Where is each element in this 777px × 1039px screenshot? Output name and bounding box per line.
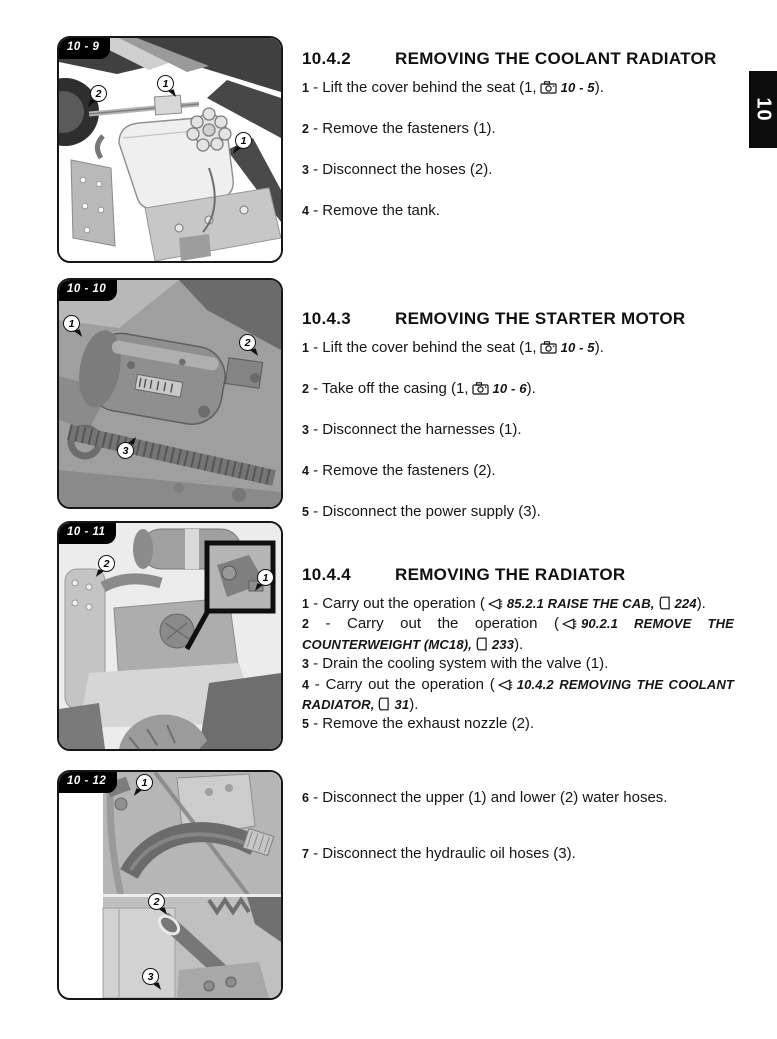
step-number: 1 [302, 341, 309, 355]
starter-motor-photo [59, 280, 281, 507]
section-removing-coolant-radiator [302, 48, 734, 242]
step-number: 5 [302, 717, 309, 732]
step-number: 3 [302, 657, 309, 672]
callout-balloon: 2 [90, 85, 107, 102]
callout-balloon: 1 [235, 132, 252, 149]
callout-balloon: 1 [63, 315, 80, 332]
cross-reference: 224 [674, 596, 697, 611]
engine-radiator-photo [59, 523, 281, 749]
cross-reference: 10.4.2 REMOVING THE COOLANT RADIATOR, [302, 676, 734, 713]
callout-balloon: 2 [98, 555, 115, 572]
section-removing-radiator-continued [302, 788, 734, 900]
section-number: 10.4.4 [302, 565, 352, 584]
section-number: 10.4.2 [302, 49, 352, 68]
procedure-step: 5 - Remove the exhaust nozzle (2). [302, 715, 535, 733]
procedure-step: 2 - Remove the fasteners (1). [302, 120, 496, 137]
callout-balloon: 2 [148, 893, 165, 910]
procedure-step: 3 - Disconnect the hoses (2). [302, 161, 493, 178]
procedure-step: 1 - Carry out the operation ( 85.2.1 RAISE THE CAB, 224). [302, 595, 706, 612]
page-reference-icon [377, 697, 390, 711]
see-reference-icon [498, 679, 513, 691]
step-number: 2 [302, 617, 309, 632]
step-list [302, 594, 734, 735]
step-list [302, 338, 734, 522]
step-list [302, 788, 734, 864]
callout-balloon: 1 [136, 774, 153, 791]
step-number: 3 [302, 423, 309, 437]
step-number: 1 [302, 597, 309, 611]
camera-icon [472, 382, 489, 395]
chapter-tab [749, 71, 777, 148]
section-title: REMOVING THE STARTER MOTOR [395, 309, 686, 328]
procedure-step: 4 - Carry out the operation ( 10.4.2 REMOVING THE COOLANT RADIATOR, 31). [302, 675, 734, 714]
section-heading [302, 564, 734, 585]
see-reference-icon [562, 618, 577, 630]
procedure-step: 6 - Disconnect the upper (1) and lower (2) water hoses. [302, 789, 668, 806]
procedure-step: 3 - Drain the cooling system with the valve (1). [302, 655, 609, 673]
step-number: 4 [302, 204, 309, 218]
procedure-step: 5 - Disconnect the power supply (3). [302, 503, 541, 520]
callout-balloon: 2 [239, 334, 256, 351]
procedure-step: 4 - Remove the fasteners (2). [302, 462, 496, 479]
section-removing-starter-motor [302, 308, 734, 543]
procedure-step: 2 - Take off the casing (1, 10 - 6). [302, 380, 536, 397]
section-title: REMOVING THE RADIATOR [395, 565, 626, 584]
step-number: 4 [302, 464, 309, 478]
callout-balloon: 1 [257, 569, 274, 586]
section-heading [302, 48, 734, 69]
callout-balloon: 3 [142, 968, 159, 985]
step-number: 6 [302, 791, 309, 805]
step-number: 4 [302, 677, 309, 692]
page-reference-icon [475, 637, 488, 651]
procedure-step: 4 - Remove the tank. [302, 202, 440, 219]
step-number: 5 [302, 505, 309, 519]
section-removing-radiator [302, 564, 734, 735]
procedure-step: 3 - Disconnect the harnesses (1). [302, 421, 522, 438]
chapter-tab-number: 10 [752, 97, 775, 122]
coolant-tank-illustration [59, 38, 281, 261]
cross-reference: 31 [394, 697, 410, 713]
camera-icon [540, 81, 557, 94]
procedure-step: 1 - Lift the cover behind the seat (1, 10 - 5). [302, 339, 604, 356]
cross-reference: 10 - 5 [560, 80, 595, 95]
cross-reference: 90.2.1 REMOVE THE COUNTERWEIGHT (MC18), [302, 616, 734, 652]
figure-10-10 [57, 278, 283, 509]
step-number: 1 [302, 81, 309, 95]
figure-label: 10 - 9 [59, 38, 110, 59]
water-hoses-photo [59, 772, 281, 998]
cross-reference: 10 - 6 [492, 381, 527, 396]
cross-reference: 85.2.1 RAISE THE CAB, [506, 596, 655, 611]
procedure-step: 1 - Lift the cover behind the seat (1, 10 - 5). [302, 79, 604, 96]
step-number: 7 [302, 847, 309, 861]
figure-10-11 [57, 521, 283, 751]
figure-label: 10 - 11 [59, 523, 116, 544]
procedure-step: 7 - Disconnect the hydraulic oil hoses (3). [302, 845, 576, 862]
figure-label: 10 - 10 [59, 280, 117, 301]
section-number: 10.4.3 [302, 309, 352, 328]
callout-balloon: 1 [157, 75, 174, 92]
cross-reference: 233 [491, 636, 515, 652]
procedure-step: 2 - Carry out the operation ( 90.2.1 REMOVE THE COUNTERWEIGHT (MC18), 233). [302, 615, 734, 653]
step-list [302, 78, 734, 221]
figure-10-9 [57, 36, 283, 263]
section-title: REMOVING THE COOLANT RADIATOR [395, 49, 717, 68]
step-number: 2 [302, 122, 309, 136]
step-number: 2 [302, 382, 309, 396]
callout-balloon: 3 [117, 442, 134, 459]
camera-icon [540, 341, 557, 354]
section-heading [302, 308, 734, 329]
cross-reference: 10 - 5 [560, 340, 595, 355]
figure-10-12 [57, 770, 283, 1000]
step-number: 3 [302, 163, 309, 177]
page-reference-icon [658, 596, 671, 610]
see-reference-icon [488, 598, 503, 610]
figure-label: 10 - 12 [59, 772, 117, 793]
